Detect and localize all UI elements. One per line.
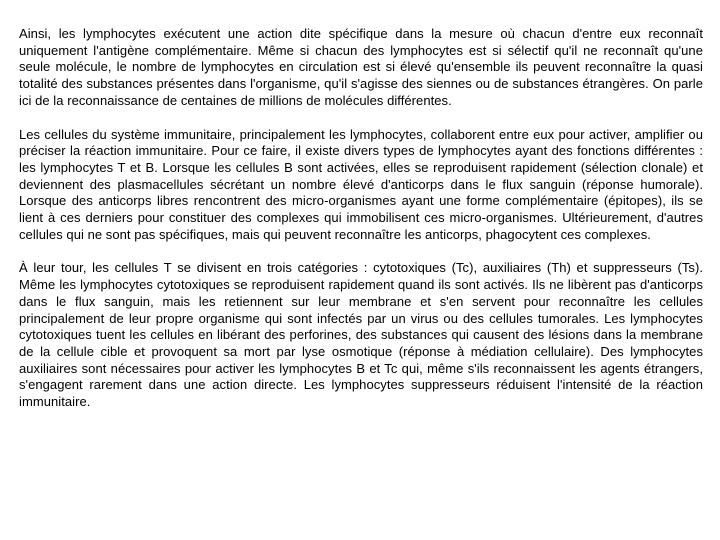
document-body xyxy=(19,26,703,411)
paragraph-specific-action: Ainsi, les lymphocytes exécutent une action dite spécifique dans la mesure où chacun d'entre eux reconnaît uniquement l'antigène complémentaire. Même si chacun des lymphocytes est si sélectif qu'il ne reconnaît qu'une seule molécule, le nombre de lymphocytes en circulation est si élevé qu'ensemble ils peuvent reconnaître la quasi totalité des substances présentes dans l'organisme, qu'il s'agisse des siennes ou de substances étrangères. On parle ici de la reconnaissance de centaines de millions de molécules différentes. xyxy=(19,26,703,108)
paragraph-t-cells: À leur tour, les cellules T se divisent en trois catégories : cytotoxiques (Tc), auxiliaires (Th) et suppresseurs (Ts). Même les lymphocytes cytotoxiques se reproduisent rapidement quand ils sont activés. Ils ne libèrent pas d'anticorps dans le flux sanguin, mais les retiennent sur leur membrane et s'en servent pour reconnaître les cellules principalement de leur propre organisme qui sont infectés par un virus ou des cellules tumorales. Les lymphocytes cytotoxiques tuent les cellules en libérant des perforines, des substances qui causent des lésions dans la membrane de la cellule cible et provoquent sa mort par lyse osmotique (réponse à médiation cellulaire). Des lymphocytes auxiliaires sont nécessaires pour activer les lymphocytes B et Tc qui, même s'ils reconnaissent les agents étrangers, s'engagent rarement dans une action directe. Les lymphocytes suppresseurs réduisent l'intensité de la réaction immunitaire. xyxy=(19,260,703,410)
paragraph-immune-cells: Les cellules du système immunitaire, principalement les lymphocytes, collaborent entre eux pour activer, amplifier ou préciser la réaction immunitaire. Pour ce faire, il existe divers types de lymphocytes ayant des fonctions différentes : les lymphocytes T et B. Lorsque les cellules B sont activées, elles se reproduisent rapidement (sélection clonale) et deviennent des plasmacellules sécrétant un nombre élevé d'anticorps dans le flux sanguin (réponse humorale). Lorsque des anticorps libres rencontrent des micro-organismes ayant une forme complémentaire (épitopes), ils se lient à ces derniers pour constituer des complexes qui immobilisent ces micro-organismes. Ultérieurement, d'autres cellules qui ne sont pas spécifiques, mais qui peuvent reconnaître les anticorps, phagocytent ces complexes. xyxy=(19,126,703,242)
